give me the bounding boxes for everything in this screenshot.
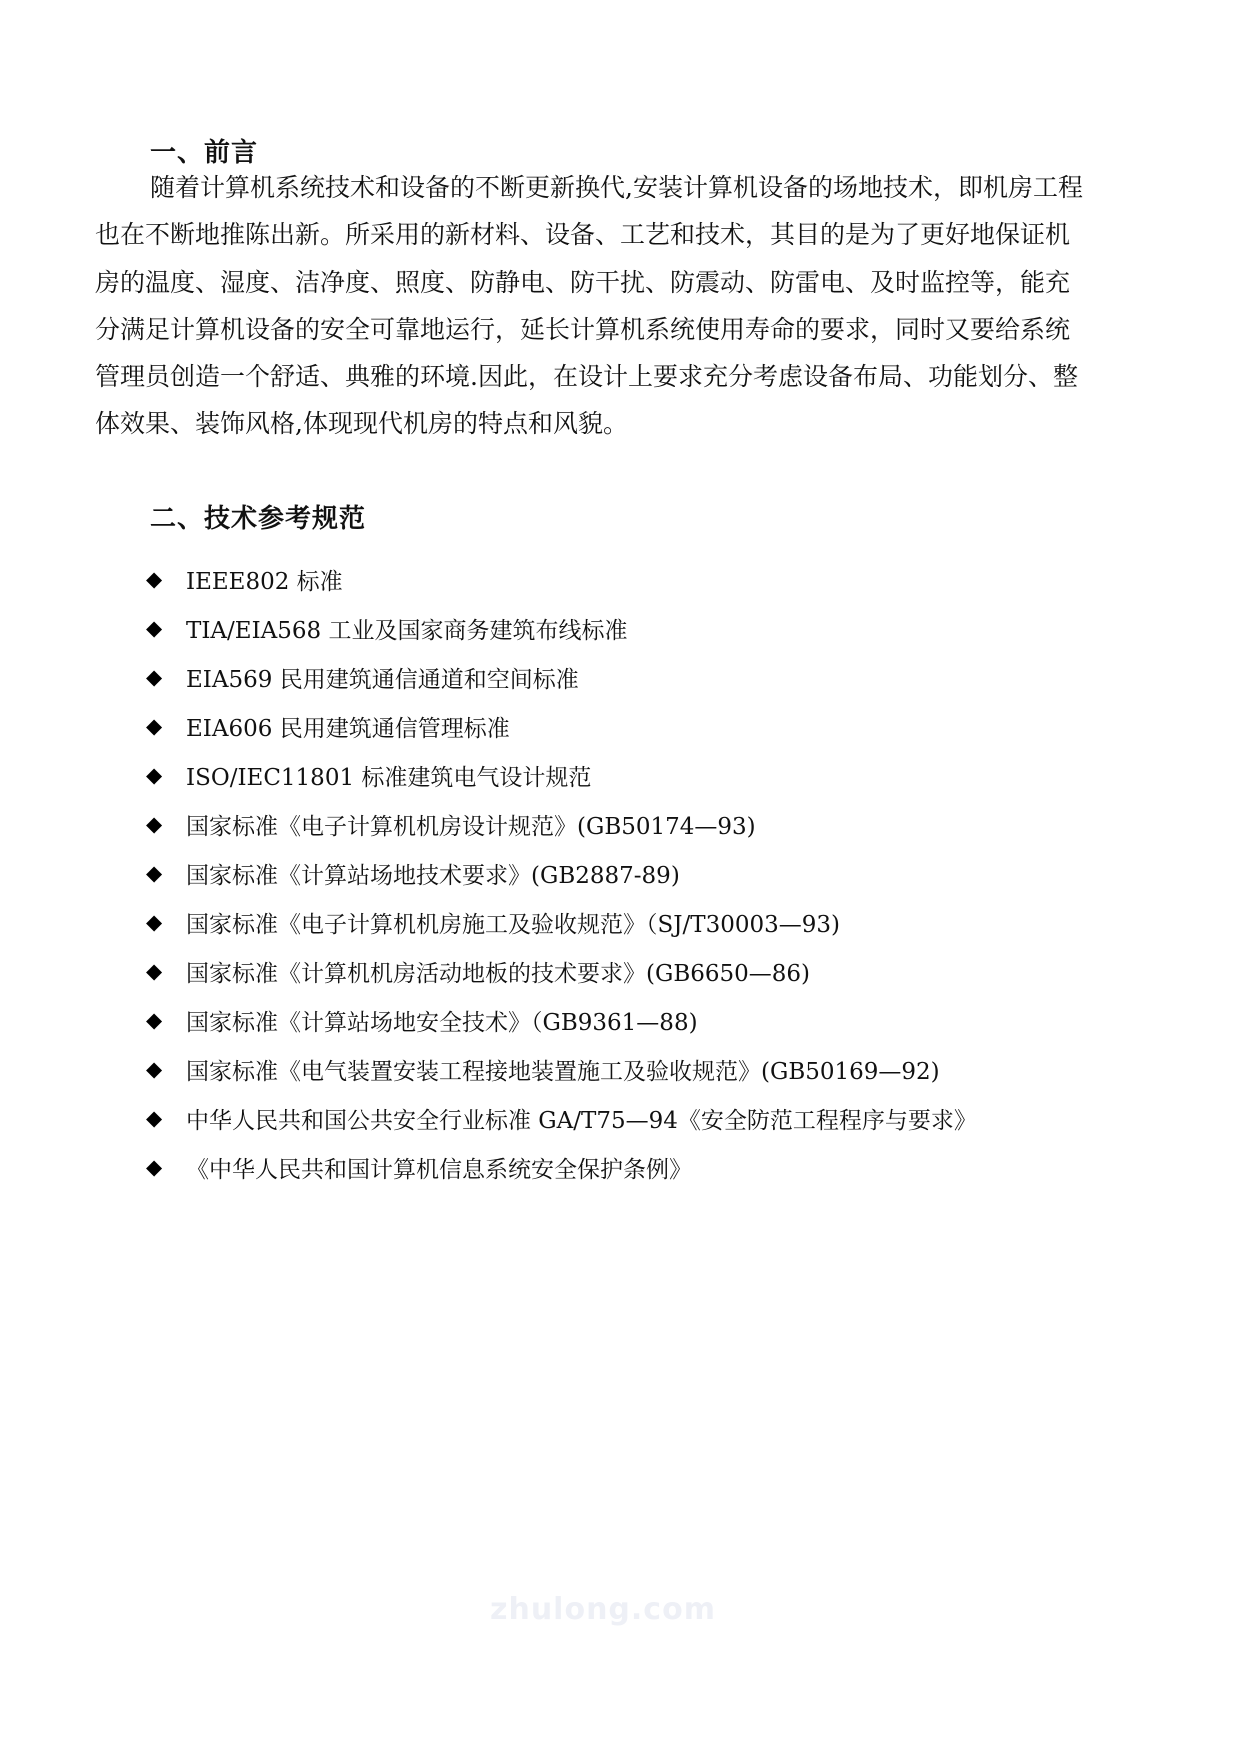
diamond-bullet-icon: ◆: [146, 1008, 163, 1032]
reference-text: 国家标准《计算站场地技术要求》(GB2887-89): [186, 863, 680, 889]
diamond-bullet-icon: ◆: [146, 665, 163, 689]
reference-text: IEEE802 标准: [186, 569, 343, 595]
reference-text: TIA/EIA568 工业及国家商务建筑布线标准: [186, 618, 628, 644]
list-item: [146, 653, 977, 702]
diamond-bullet-icon: ◆: [146, 812, 163, 836]
intro-paragraph-line: 房的温度、湿度、洁净度、照度、防静电、防干扰、防震动、防雷电、及时监控等，能充: [95, 268, 1071, 297]
intro-paragraph-line: 分满足计算机设备的安全可靠地运行，延长计算机系统使用寿命的要求，同时又要给系统: [95, 315, 1071, 344]
list-item: [146, 555, 977, 604]
list-item: [146, 898, 977, 947]
diamond-bullet-icon: ◆: [146, 1155, 163, 1179]
diamond-bullet-icon: ◆: [146, 861, 163, 885]
references-heading: 二、技术参考规范: [150, 504, 367, 534]
list-item: [146, 751, 977, 800]
intro-paragraph-line: 随着计算机系统技术和设备的不断更新换代,安装计算机设备的场地技术，即机房工程: [150, 173, 1083, 202]
diamond-bullet-icon: ◆: [146, 1057, 163, 1081]
reference-text: 国家标准《电子计算机机房施工及验收规范》（SJ/T30003—93): [186, 912, 840, 938]
watermark: zhulong.com: [490, 1592, 716, 1627]
diamond-bullet-icon: ◆: [146, 567, 163, 591]
reference-text: EIA569 民用建筑通信通道和空间标准: [186, 667, 579, 693]
reference-text: 国家标准《电气装置安装工程接地装置施工及验收规范》(GB50169—92): [186, 1059, 940, 1085]
list-item: [146, 996, 977, 1045]
reference-text: 《中华人民共和国计算机信息系统安全保护条例》: [186, 1157, 692, 1183]
diamond-bullet-icon: ◆: [146, 1106, 163, 1130]
diamond-bullet-icon: ◆: [146, 616, 163, 640]
list-item: [146, 702, 977, 751]
intro-paragraph-line: 体效果、装饰风格,体现现代机房的特点和风貌。: [95, 409, 628, 438]
list-item: [146, 1045, 977, 1094]
list-item: [146, 947, 977, 996]
list-item: [146, 604, 977, 653]
reference-text: 国家标准《计算机机房活动地板的技术要求》(GB6650—86): [186, 961, 811, 987]
preface-heading: 一、前言: [150, 138, 259, 168]
list-item: [146, 1094, 977, 1143]
list-item: [146, 849, 977, 898]
reference-list: [146, 555, 977, 1192]
reference-text: 国家标准《计算站场地安全技术》（GB9361—88): [186, 1010, 698, 1036]
diamond-bullet-icon: ◆: [146, 959, 163, 983]
reference-text: 国家标准《电子计算机机房设计规范》(GB50174—93): [186, 814, 756, 840]
list-item: [146, 800, 977, 849]
diamond-bullet-icon: ◆: [146, 763, 163, 787]
list-item: [146, 1143, 977, 1192]
reference-text: 中华人民共和国公共安全行业标准 GA/T75—94《安全防范工程程序与要求》: [186, 1108, 977, 1134]
diamond-bullet-icon: ◆: [146, 910, 163, 934]
diamond-bullet-icon: ◆: [146, 714, 163, 738]
reference-text: ISO/IEC11801 标准建筑电气设计规范: [186, 765, 592, 791]
intro-paragraph-line: 管理员创造一个舒适、典雅的环境.因此，在设计上要求充分考虑设备布局、功能划分、整: [95, 362, 1078, 391]
intro-paragraph-line: 也在不断地推陈出新。所采用的新材料、设备、工艺和技术，其目的是为了更好地保证机: [95, 220, 1071, 249]
reference-text: EIA606 民用建筑通信管理标准: [186, 716, 510, 742]
